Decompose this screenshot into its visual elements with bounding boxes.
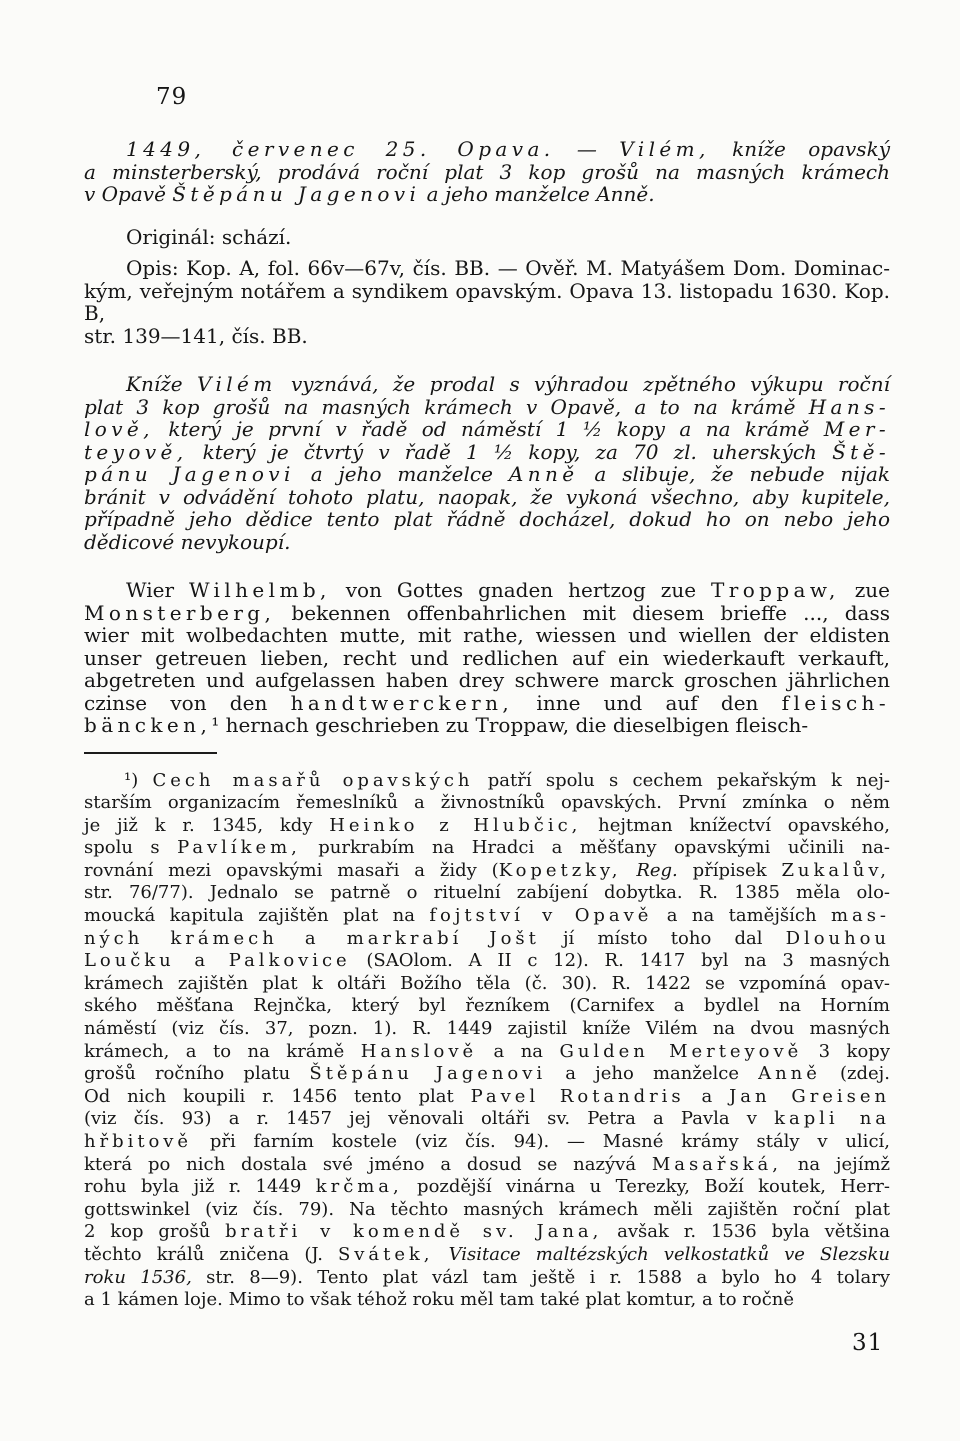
text-line: dědicové nevykoupí. xyxy=(84,529,291,554)
text-line: Wier Wilhelmb, von Gottes gnaden hertzog zue Troppaw, zue xyxy=(126,578,890,602)
text-line: str. 139—141, čís. BB. xyxy=(84,323,308,348)
text-line: náměstí (viz čís. 37, pozn. 1). R. 1449 zajistil kníže Vilém na dvou masných xyxy=(84,1018,890,1040)
text-line: abgetreten und aufgelassen haben drey schwere marck groschen jährlichen xyxy=(84,668,890,692)
original-note xyxy=(84,226,890,249)
text-line: ského měšťana Rejnčka, který byl řezníkem (Carnifex a bydlel na Horním xyxy=(84,995,890,1017)
text-line: str. 76/77). Jednalo se patrně o rituelní zabíjení dobytka. R. 1385 měla olo- xyxy=(84,882,890,904)
text-line: Opis: Kop. A, fol. 66v—67v, čís. BB. — Ověř. M. Matyášem Dom. Dominac- xyxy=(126,256,890,280)
text-line: 1449, červenec 25. Opava. — Vilém, kníže opavský xyxy=(126,137,890,161)
text-line: která po nich dostala své jméno a dosud se nazývá Masařská, na jejímž xyxy=(84,1153,891,1175)
text-line: lově, který je první v řadě od náměstí 1 ½ kopy a na krámě Mer- xyxy=(84,417,890,441)
text-line: (viz čís. 93) a r. 1457 jej věnovali oltáři sv. Petra a Pavla v kapli na xyxy=(84,1108,891,1130)
text-line: starším organizacím řemeslníků a živnostníků opavských. První zmínka o něm xyxy=(84,792,890,814)
text-line: moucká kapitula zajištěn plat na fojtství v Opavě a na tamějších mas- xyxy=(84,905,890,927)
text-line: wier mit wolbedachten mutte, mit rathe, wiessen und wiellen der eldisten xyxy=(84,623,890,647)
text-line: grošů ročního platu Štěpánu Jagenovi a jeho manželce Anně (zdej. xyxy=(84,1063,890,1085)
text-line: krámech zajištěn plat k oltáři Božího těla (č. 30). R. 1422 se vzpomíná opav- xyxy=(84,972,890,994)
text-line: a minsterberský, prodává roční plat 3 kop grošů na masných krámech xyxy=(84,159,890,184)
text-line: Kníže Vilém vyznává, že prodal s výhradou zpětného výkupu roční xyxy=(126,372,891,396)
text-line: hřbitově při farním kostele (viz čís. 94). — Masné krámy stály v ulicí, xyxy=(84,1131,890,1152)
text-line: Loučku a Palkovice (SAOlom. A II c 12). R. 1417 byl na 3 masných xyxy=(84,950,890,972)
text-line: je již k r. 1345, kdy Heinko z Hlubčic, hejtman knížectví opavského, xyxy=(84,814,890,836)
text-line: Monsterberg, bekennen offenbahrlichen mit diesem brieffe ..., dass xyxy=(84,600,890,625)
text-line: rovnání mezi opavskými masaři a židy (Kopetzky, Reg. přípisek Zukalův, xyxy=(84,859,890,881)
text-line: pánu Jagenovi a jeho manželce Anně a slibuje, že nebude nijak xyxy=(84,462,891,486)
regest-summary xyxy=(84,373,890,553)
text-line: těchto králů zničena (J. Svátek, Visitace maltézských velkostatků ve Slezsku xyxy=(84,1243,890,1265)
text-line: bránit v odvádění tohoto platu, naopak, že vykoná všechno, aby kupitele, xyxy=(84,484,890,509)
text-line: kým, veřejným notářem a syndikem opavským. Opava 13. listopadu 1630. Kop. B, xyxy=(84,278,890,325)
transcription-text xyxy=(84,579,890,737)
text-line: a 1 kámen loje. Mimo to však téhož roku měl tam také plat komtur, a to ročně xyxy=(84,1289,795,1311)
text-line: gottswinkel (viz čís. 79). Na těchto masných krámech měli zajištěn roční plat xyxy=(84,1198,890,1220)
copy-note xyxy=(84,257,890,347)
text-line: plat 3 kop grošů na masných krámech v Opavě, a to na krámě Hans- xyxy=(84,394,890,419)
text-line: 2 kop grošů bratři v komendě sv. Jana, avšak r. 1536 byla většina xyxy=(84,1221,890,1243)
text-line: unser getreuen lieben, recht und redlichen auf ein wiederkauft verkauft, xyxy=(84,645,890,670)
text-line: krámech, a to na krámě Hanslově a na Gulden Merteyově 3 kopy xyxy=(84,1040,890,1062)
footnote-separator xyxy=(84,752,217,754)
text-line: Od nich koupili r. 1456 tento plat Pavel Rotandris a Jan Greisen xyxy=(84,1085,890,1107)
text-line: případně jeho dědice tento plat řádně docházel, dokud ho on nebo jeho xyxy=(84,507,890,531)
text-line: spolu s Pavlíkem, purkrabím na Hradci a měšťany opavskými učinili na- xyxy=(84,837,890,859)
text-line: teyově, který je čtvrtý v řadě 1 ½ kopy, za 70 zl. uherských Ště- xyxy=(84,439,890,464)
text-line: v Opavě Štěpánu Jagenovi a jeho manželce Anně. xyxy=(84,182,655,206)
text-line: ¹) Cech masařů opavských patří spolu s cechem pekařským k nej- xyxy=(124,769,891,791)
text-line: roku 1536, str. 8—9). Tento plat vázl tam ještě i r. 1588 a bylo ho 4 tolary xyxy=(84,1266,890,1288)
text-line: rohu byla již r. 1449 krčma, pozdější vinárna u Terezky, Boží koutek, Herr- xyxy=(84,1176,890,1198)
page-number-bottom: 31 xyxy=(852,1330,884,1356)
text-line: bäncken,¹ hernach geschrieben zu Troppaw, die dieselbigen fleisch- xyxy=(84,713,809,737)
page-number-top: 79 xyxy=(156,84,188,110)
text-line: Originál: schází. xyxy=(126,224,292,249)
footnote-text xyxy=(84,770,890,1312)
regest-heading xyxy=(84,138,890,206)
text-block xyxy=(84,138,890,1312)
text-line: czinse von den handtwerckern, inne und auf den fleisch- xyxy=(84,690,890,715)
text-line: ných krámech a markrabí Jošt jí místo toho dal Dlouhou xyxy=(84,927,890,949)
